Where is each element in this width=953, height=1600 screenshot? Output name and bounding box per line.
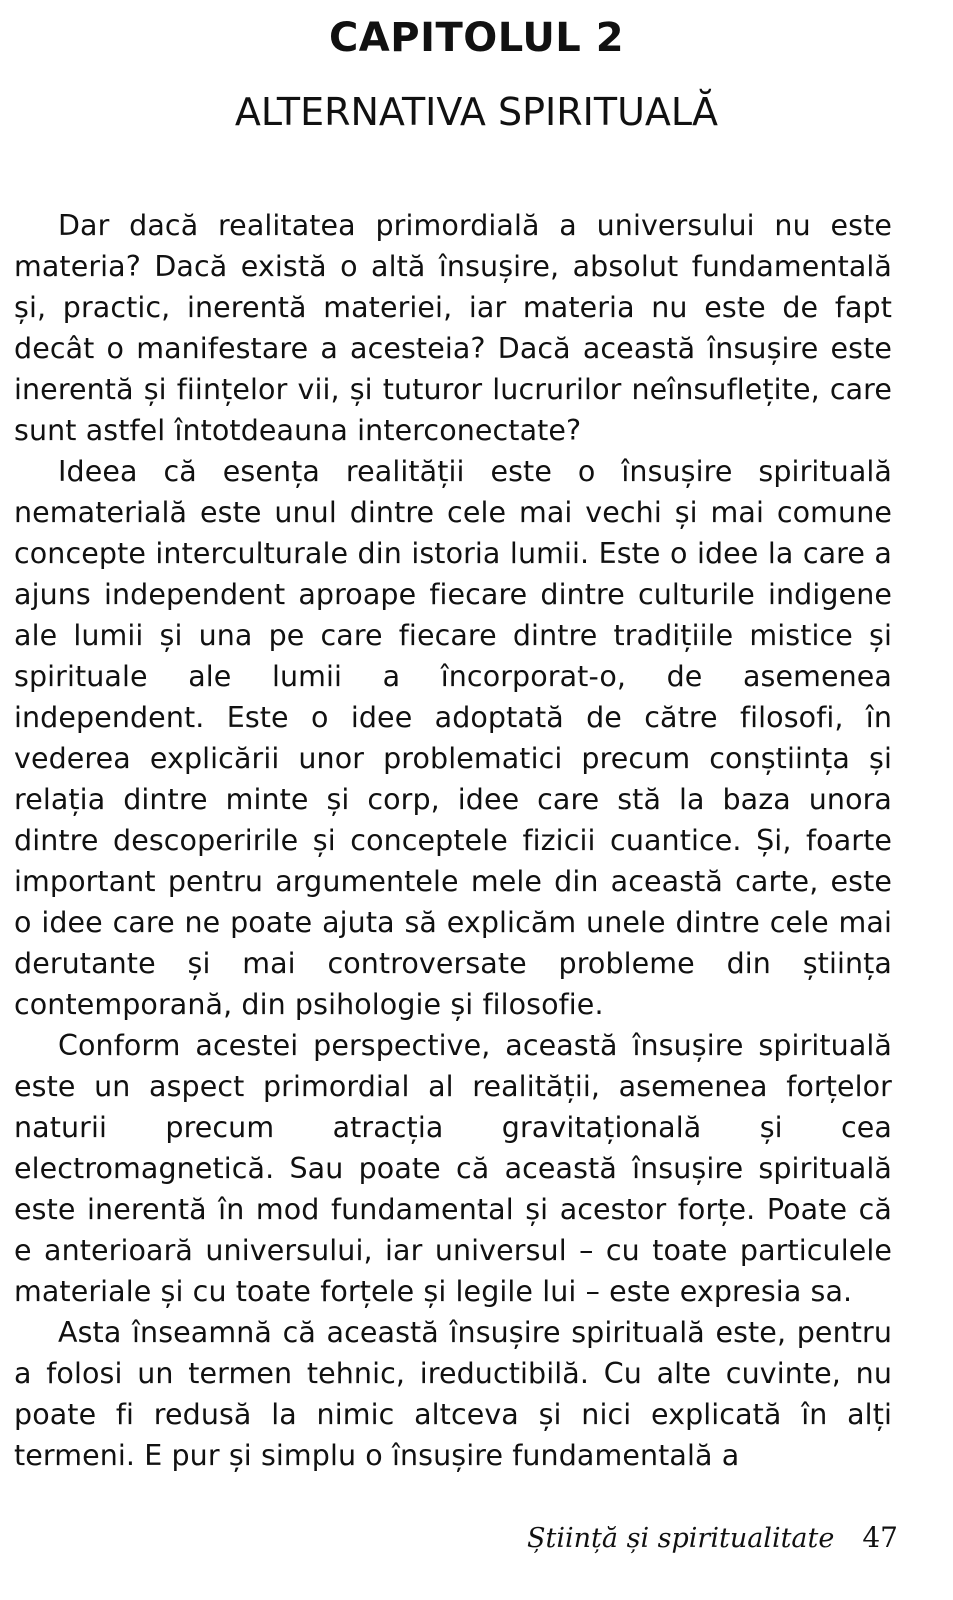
paragraph-3: Conform acestei perspective, această însușire spirituală este un aspect primordial al realității, asemenea forțelor naturii precum atracția gravitațională și cea electromagnetică. Sau poate că această însușire spirituală este inerentă în mod fundamental și acestor forțe. Poate că e anterioară universului, iar universul – cu toate particulele materiale și cu toate forțele și legile lui – este expresia sa. [14, 1029, 892, 1308]
chapter-title: ALTERNATIVA SPIRITUALĂ [234, 90, 719, 134]
paragraph-4: Asta înseamnă că această însușire spirituală este, pentru a folosi un termen tehnic, ireductibilă. Cu alte cuvinte, nu poate fi redusă la nimic altceva și nici explicată în alți termeni. E pur și simplu o însușire fundamentală a [14, 1316, 892, 1472]
paragraph-1: Dar dacă realitatea primordială a universului nu este materia? Dacă există o altă însușire, absolut fundamentală și, practic, inerentă materiei, iar materia nu este de fapt decât o manifestare a acesteia? Dacă această însușire este inerentă și ființelor vii, și tuturor lucrurilor neînsuflețite, care sunt astfel întotdeauna interconectate? [14, 209, 892, 447]
page-number: 47 [862, 1521, 898, 1554]
running-footer-title: Știință și spiritualitate [527, 1523, 835, 1554]
chapter-number: CAPITOLUL 2 [328, 15, 625, 61]
paragraph-2: Ideea că esența realității este o însușire spirituală nematerială este unul dintre cele mai vechi și mai comune concepte interculturale din istoria lumii. Este o idee la care a ajuns independent aproape fiecare dintre culturile indigene ale lumii și una pe care fiecare dintre tradițiile mistice și spirituale ale lumii a încorporat-o, de asemenea independent. Este o idee adoptată de către filosofi, în vederea explicării unor problematici precum conștiința și relația dintre minte și corp, idee care stă la baza unora dintre descoperirile și conceptele fizicii cuantice. Și, foarte important pentru argumentele mele din această carte, este o idee care ne poate ajuta să explicăm unele dintre cele mai derutante și mai controversate probleme din știința contemporană, din psihologie și filosofie. [14, 455, 892, 1021]
page-footer [527, 1518, 898, 1559]
chapter-body [14, 205, 892, 1476]
